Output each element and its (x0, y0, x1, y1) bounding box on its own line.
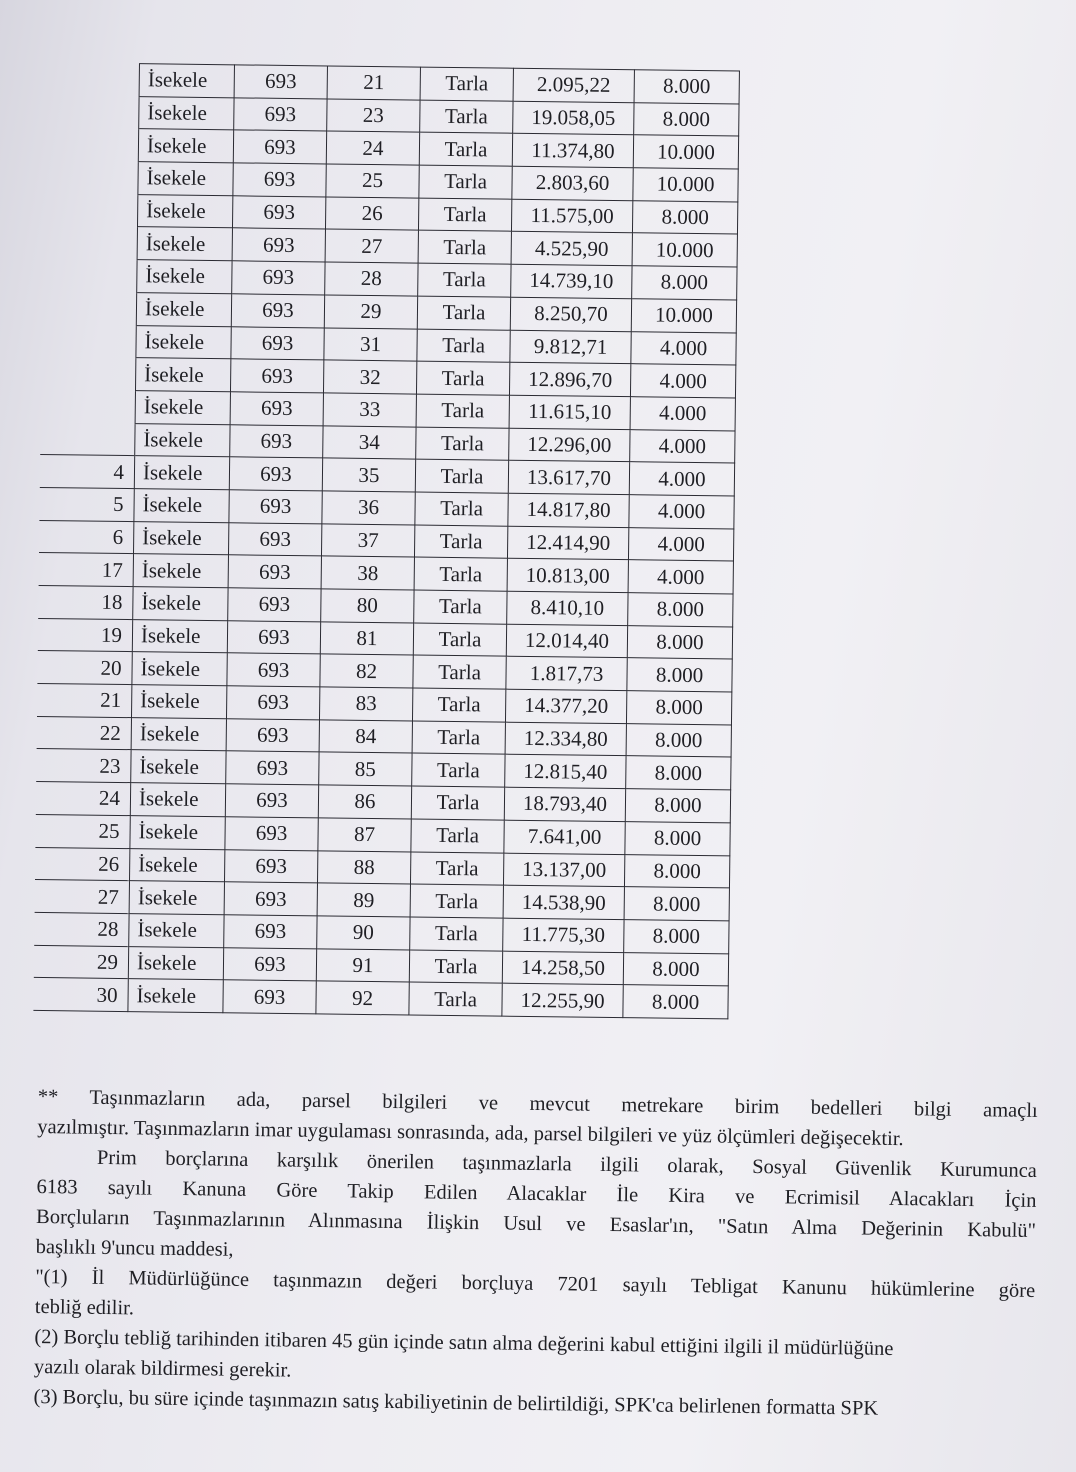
location-cell: İsekele (132, 619, 227, 653)
type-cell: Tarla (410, 852, 503, 886)
unit-price-cell: 8.000 (632, 266, 737, 300)
ada-cell: 693 (234, 65, 327, 99)
row-number-cell: 18 (38, 585, 133, 619)
location-cell: İsekele (139, 96, 234, 130)
row-number-cell (45, 62, 140, 96)
area-cell: 11.615,10 (509, 395, 630, 429)
parsel-cell: 38 (321, 556, 414, 590)
row-number-cell (40, 422, 135, 456)
location-cell: İsekele (135, 423, 230, 457)
ada-cell: 693 (226, 751, 319, 785)
ada-cell: 693 (232, 228, 325, 262)
parsel-cell: 83 (319, 687, 412, 721)
unit-price-cell: 8.000 (628, 593, 733, 627)
parsel-cell: 28 (325, 262, 418, 296)
type-cell: Tarla (416, 427, 509, 461)
area-cell: 8.250,70 (510, 297, 631, 331)
area-cell: 11.575,00 (511, 199, 632, 233)
unit-price-cell: 8.000 (623, 985, 728, 1019)
parsel-cell: 33 (323, 393, 416, 427)
location-cell: İsekele (133, 554, 228, 588)
type-cell: Tarla (419, 132, 512, 166)
row-number-cell: 28 (34, 912, 129, 946)
paragraph-line-2: 6183 sayılı Kanuna Göre Takip Edilen Alacaklar İle Kira ve Ecrimisil Alacakları İçin (36, 1175, 1037, 1212)
row-number-cell (44, 95, 139, 129)
note-line-2: yazılmıştır. Taşınmazların imar uygulaması sonrasında, ada, parsel bilgileri ve yüz ölçümleri değişecektir. (37, 1115, 904, 1151)
unit-price-cell: 8.000 (624, 920, 729, 954)
ada-cell: 693 (226, 686, 319, 720)
location-cell: İsekele (137, 227, 232, 261)
parsel-cell: 37 (321, 524, 414, 558)
area-cell: 12.334,80 (505, 722, 626, 756)
unit-price-cell: 10.000 (633, 168, 738, 202)
area-cell: 9.812,71 (510, 330, 631, 364)
parsel-cell: 23 (327, 99, 420, 133)
ada-cell: 693 (226, 719, 319, 753)
paragraph-line-1: Prim borçlarına karşılık önerilen taşınmazlarla ilgili olarak, Sosyal Güvenlik Kurumunca (96, 1146, 1038, 1182)
unit-price-cell: 10.000 (632, 233, 737, 267)
type-cell: Tarla (413, 655, 506, 689)
unit-price-cell: 8.000 (624, 887, 729, 921)
location-cell: İsekele (138, 129, 233, 163)
unit-price-cell: 8.000 (626, 723, 731, 757)
unit-price-cell: 8.000 (623, 952, 728, 986)
parsel-cell: 80 (321, 589, 414, 623)
ada-cell: 693 (233, 130, 326, 164)
area-cell: 12.414,90 (507, 526, 628, 560)
location-cell: İsekele (137, 260, 232, 294)
ada-cell: 693 (233, 163, 326, 197)
parsel-cell: 84 (319, 720, 412, 754)
row-number-cell: 20 (37, 651, 132, 685)
ada-cell: 693 (228, 588, 321, 622)
ada-cell: 693 (225, 784, 318, 818)
parsel-cell: 36 (322, 491, 415, 525)
location-cell: İsekele (132, 652, 227, 686)
location-cell: İsekele (130, 848, 225, 882)
area-cell: 19.058,05 (513, 101, 634, 135)
location-cell: İsekele (139, 64, 234, 98)
ada-cell: 693 (231, 294, 324, 328)
row-number-cell (43, 161, 138, 195)
area-cell: 11.374,80 (512, 134, 633, 168)
row-number-cell: 26 (35, 847, 130, 881)
row-number-cell: 27 (35, 880, 130, 914)
unit-price-cell: 8.000 (624, 854, 729, 888)
paragraph-line-4: başlıklı 9'uncu maddesi, (35, 1235, 234, 1261)
type-cell: Tarla (411, 786, 504, 820)
ada-cell: 693 (232, 196, 325, 230)
type-cell: Tarla (415, 492, 508, 526)
parsel-cell: 24 (326, 131, 419, 165)
type-cell: Tarla (414, 525, 507, 559)
ada-cell: 693 (228, 555, 321, 589)
type-cell: Tarla (413, 623, 506, 657)
unit-price-cell: 8.000 (625, 821, 730, 855)
location-cell: İsekele (128, 946, 223, 980)
row-number-cell: 30 (33, 978, 128, 1012)
type-cell: Tarla (412, 721, 505, 755)
ada-cell: 693 (227, 653, 320, 687)
unit-price-cell: 8.000 (626, 691, 731, 725)
area-cell: 14.739,10 (511, 264, 632, 298)
ada-cell: 693 (230, 392, 323, 426)
parsel-cell: 91 (316, 948, 409, 982)
type-cell: Tarla (414, 590, 507, 624)
location-cell: İsekele (136, 292, 231, 326)
unit-price-cell: 4.000 (630, 364, 735, 398)
type-cell: Tarla (420, 100, 513, 134)
row-number-cell: 6 (39, 520, 134, 554)
ada-cell: 693 (227, 620, 320, 654)
row-number-cell (42, 259, 137, 293)
parsel-cell: 27 (325, 229, 418, 263)
ada-cell: 693 (223, 980, 316, 1014)
type-cell: Tarla (412, 753, 505, 787)
body-text (33, 1082, 1038, 1426)
ada-cell: 693 (228, 522, 321, 556)
area-cell: 14.258,50 (502, 951, 623, 985)
area-cell: 12.896,70 (509, 362, 630, 396)
type-cell: Tarla (418, 198, 511, 232)
parsel-cell: 26 (325, 197, 418, 231)
location-cell: İsekele (130, 815, 225, 849)
parsel-cell: 88 (317, 850, 410, 884)
parsel-cell: 25 (326, 164, 419, 198)
row-number-cell: 5 (39, 487, 134, 521)
parcel-table-container (33, 62, 740, 1019)
type-cell: Tarla (409, 950, 502, 984)
location-cell: İsekele (133, 587, 228, 621)
parsel-cell: 85 (319, 752, 412, 786)
type-cell: Tarla (412, 688, 505, 722)
unit-price-cell: 4.000 (631, 331, 736, 365)
parsel-cell: 90 (317, 916, 410, 950)
row-number-cell: 21 (37, 684, 132, 718)
item-2-line-1: (2) Borçlu tebliğ tarihinden itibaren 45 gün içinde satın alma değerini kabul ettiğini ilgili il müdürlüğüne (34, 1325, 894, 1360)
unit-price-cell: 8.000 (634, 70, 739, 104)
item-2-line-2: yazılı olarak bildirmesi gerekir. (33, 1355, 292, 1382)
ada-cell: 693 (225, 817, 318, 851)
parsel-cell: 89 (317, 883, 410, 917)
row-number-cell: 23 (36, 749, 131, 783)
area-cell: 18.793,40 (504, 787, 625, 821)
row-number-cell (42, 291, 137, 325)
row-number-cell: 29 (34, 945, 129, 979)
location-cell: İsekele (134, 489, 229, 523)
row-number-cell (44, 128, 139, 162)
type-cell: Tarla (411, 819, 504, 853)
unit-price-cell: 4.000 (628, 560, 733, 594)
item-3-line-1: (3) Borçlu, bu süre içinde taşınmazın satış kabiliyetinin de belirtildiği, SPK'ca belirlenen formatta SPK (33, 1385, 879, 1420)
unit-price-cell: 4.000 (628, 527, 733, 561)
item-1-line-2: tebliğ edilir. (34, 1295, 135, 1320)
unit-price-cell: 8.000 (625, 789, 730, 823)
row-number-cell: 24 (36, 782, 131, 816)
type-cell: Tarla (417, 296, 510, 330)
ada-cell: 693 (234, 98, 327, 132)
ada-cell: 693 (224, 882, 317, 916)
ada-cell: 693 (224, 849, 317, 883)
type-cell: Tarla (418, 231, 511, 265)
ada-cell: 693 (231, 326, 324, 360)
location-cell: İsekele (135, 391, 230, 425)
location-cell: İsekele (130, 783, 225, 817)
area-cell: 7.641,00 (504, 820, 625, 854)
area-cell: 14.817,80 (508, 493, 629, 527)
type-cell: Tarla (415, 459, 508, 493)
type-cell: Tarla (410, 884, 503, 918)
area-cell: 2.803,60 (512, 166, 633, 200)
type-cell: Tarla (410, 917, 503, 951)
parcel-table-body (33, 62, 739, 1018)
parsel-cell: 87 (318, 818, 411, 852)
row-number-cell: 25 (35, 814, 130, 848)
area-cell: 14.377,20 (505, 689, 626, 723)
type-cell: Tarla (416, 361, 509, 395)
area-cell: 14.538,90 (503, 885, 624, 919)
row-number-cell (41, 357, 136, 391)
parsel-cell: 21 (327, 66, 420, 100)
area-cell: 13.617,70 (508, 460, 629, 494)
ada-cell: 693 (223, 947, 316, 981)
parcel-table (33, 62, 740, 1019)
location-cell: İsekele (129, 881, 224, 915)
area-cell: 10.813,00 (507, 558, 628, 592)
ada-cell: 693 (232, 261, 325, 295)
ada-cell: 693 (224, 915, 317, 949)
unit-price-cell: 10.000 (633, 135, 738, 169)
type-cell: Tarla (417, 329, 510, 363)
area-cell: 2.095,22 (513, 68, 634, 102)
location-cell: İsekele (131, 750, 226, 784)
row-number-cell (43, 193, 138, 227)
unit-price-cell: 8.000 (632, 200, 737, 234)
area-cell: 11.775,30 (503, 918, 624, 952)
area-cell: 8.410,10 (507, 591, 628, 625)
location-cell: İsekele (136, 325, 231, 359)
area-cell: 12.014,40 (506, 624, 627, 658)
ada-cell: 693 (229, 490, 322, 524)
ada-cell: 693 (230, 359, 323, 393)
parsel-cell: 92 (316, 981, 409, 1015)
parsel-cell: 86 (318, 785, 411, 819)
area-cell: 1.817,73 (506, 657, 627, 691)
row-number-cell: 4 (40, 455, 135, 489)
parsel-cell: 29 (324, 295, 417, 329)
type-cell: Tarla (416, 394, 509, 428)
parsel-cell: 82 (320, 654, 413, 688)
item-1-line-1: "(1) İl Müdürlüğünce taşınmazın değeri borçluya 7201 sayılı Tebligat Kanunu hükümlerine göre (35, 1265, 1036, 1302)
unit-price-cell: 4.000 (630, 397, 735, 431)
row-number-cell (41, 324, 136, 358)
location-cell: İsekele (133, 521, 228, 555)
row-number-cell: 22 (37, 716, 132, 750)
parsel-cell: 31 (324, 327, 417, 361)
type-cell: Tarla (414, 557, 507, 591)
ada-cell: 693 (229, 457, 322, 491)
parsel-cell: 81 (320, 622, 413, 656)
ada-cell: 693 (230, 424, 323, 458)
location-cell: İsekele (131, 717, 226, 751)
location-cell: İsekele (134, 456, 229, 490)
paragraph-line-3: Borçluların Taşınmazlarının Alınmasına İlişkin Usul ve Esaslar'ın, "Satın Alma Değerinin Kabulü" (35, 1205, 1037, 1242)
unit-price-cell: 8.000 (634, 102, 739, 136)
location-cell: İsekele (128, 979, 223, 1013)
note-line-1: ** Taşınmazların ada, parsel bilgileri ve mevcut metrekare birim bedelleri bilgi amaçlı (37, 1085, 1038, 1122)
area-cell: 13.137,00 (503, 853, 624, 887)
type-cell: Tarla (419, 165, 512, 199)
row-number-cell (41, 389, 136, 423)
unit-price-cell: 10.000 (631, 298, 736, 332)
area-cell: 12.296,00 (509, 428, 630, 462)
area-cell: 12.255,90 (502, 983, 623, 1017)
location-cell: İsekele (129, 913, 224, 947)
location-cell: İsekele (135, 358, 230, 392)
unit-price-cell: 4.000 (629, 495, 734, 529)
unit-price-cell: 4.000 (629, 462, 734, 496)
type-cell: Tarla (420, 67, 513, 101)
unit-price-cell: 4.000 (630, 429, 735, 463)
location-cell: İsekele (138, 162, 233, 196)
location-cell: İsekele (131, 685, 226, 719)
unit-price-cell: 8.000 (627, 658, 732, 692)
type-cell: Tarla (409, 982, 502, 1016)
parsel-cell: 32 (323, 360, 416, 394)
location-cell: İsekele (137, 194, 232, 228)
type-cell: Tarla (418, 263, 511, 297)
unit-price-cell: 8.000 (626, 756, 731, 790)
area-cell: 12.815,40 (505, 755, 626, 789)
row-number-cell (43, 226, 138, 260)
row-number-cell: 17 (39, 553, 134, 587)
area-cell: 4.525,90 (511, 232, 632, 266)
parsel-cell: 34 (323, 425, 416, 459)
row-number-cell: 19 (38, 618, 133, 652)
unit-price-cell: 8.000 (627, 625, 732, 659)
parsel-cell: 35 (322, 458, 415, 492)
